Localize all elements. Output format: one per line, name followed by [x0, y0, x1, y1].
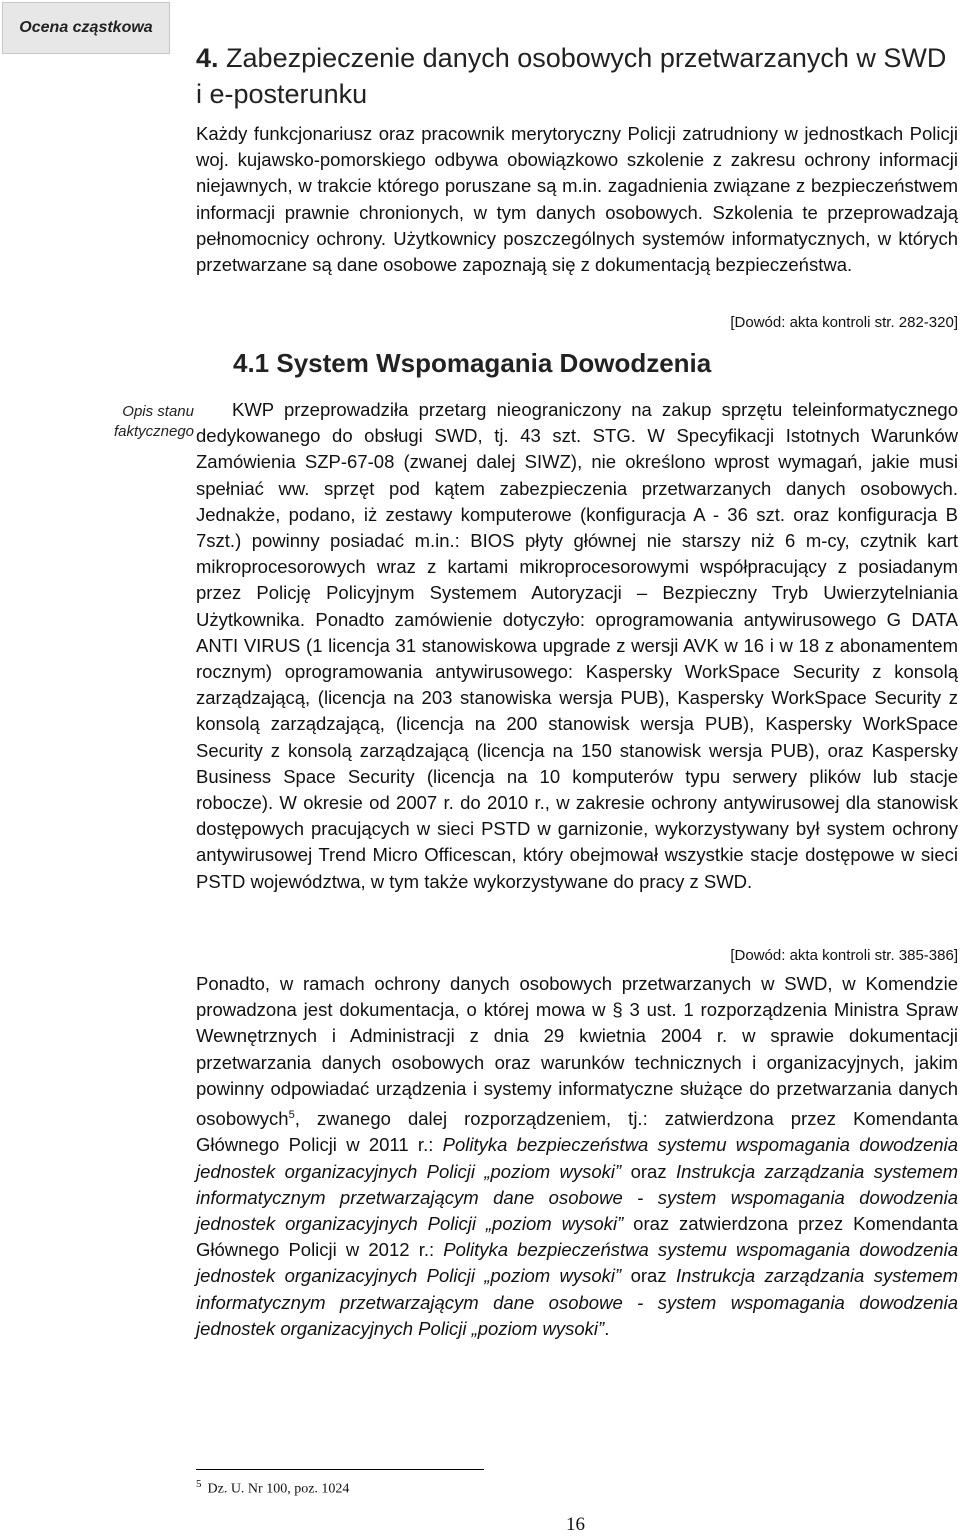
- margin-label-line2: faktycznego: [113, 423, 194, 440]
- evidence-reference-2: [Dowód: akta kontroli str. 385-386]: [730, 947, 958, 964]
- paragraph-training: Każdy funkcjonariusz oraz pracownik merytoryczny Policji zatrudniony w jednostkach Policji woj. kujawsko-pomorskiego odbywa obowiązkowo szkolenie z zakresu ochrony informacji niejawnych, w trakcie którego poruszane są m.in. zagadnienia związane z bezpieczeństwem informacji prawnie chronionych, w tym danych osobowych. Szkolenia te przeprowadzają pełnomocnicy ochrony. Użytkownicy poszczególnych systemów informatycznych, w których przetwarzane są dane osobowe zapoznają się z dokumentacją bezpieczeństwa.: [196, 123, 958, 276]
- paragraph-swd-procurement: [196, 397, 958, 895]
- evidence-reference-1: [Dowód: akta kontroli str. 282-320]: [730, 314, 958, 331]
- doc-policy-2011: Polityka bezpieczeństwa systemu wspomagania dowodzenia jednostek organizacyjnych Policji „poziom wysoki”: [196, 1134, 958, 1182]
- footnote-divider: [196, 1469, 484, 1470]
- margin-label: [102, 402, 194, 442]
- doc-text-b: , zwanego dalej rozporządzeniem, tj.: zatwierdzona przez Komendanta Głównego Policji w 2011 r.:: [196, 1108, 958, 1156]
- doc-instruction-2012: Instrukcja zarządzania systemem informatycznym przetwarzającym dane osobowe - system wspomagania dowodzenia jednostek organizacyjnych Policji „poziom wysoki”: [196, 1265, 958, 1339]
- footnote-text: Dz. U. Nr 100, poz. 1024: [207, 1481, 350, 1497]
- doc-text-a: Ponadto, w ramach ochrony danych osobowych przetwarzanych w SWD, w Komendzie prowadzona jest dokumentacja, o której mowa w § 3 ust. 1 rozporządzenia Ministra Spraw Wewnętrznych i Administracji z dnia 29 kwietnia 2004 r. w sprawie dokumentacji przetwarzania danych osobowych oraz warunków technicznych i organizacyjnych, jakim powinny odpowiadać urządzenia i systemy informatyczne służące do przetwarzania danych osobowych: [196, 973, 958, 1130]
- section-heading: [196, 40, 958, 112]
- assessment-tab-label: Ocena cząstkowa: [19, 19, 153, 36]
- paragraph-documentation: [196, 971, 958, 1342]
- doc-text-d: oraz: [621, 1160, 676, 1182]
- subsection-heading: 4.1 System Wspomagania Dowodzenia: [233, 348, 712, 378]
- doc-policy-2012: Polityka bezpieczeństwa systemu wspomagania dowodzenia jednostek organizacyjnych Policji „poziom wysoki”: [196, 1239, 958, 1287]
- doc-instruction-2011: Instrukcja zarządzania systemem informatycznym przetwarzającym dane osobowe - system wspomagania dowodzenia jednostek organizacyjnych Policji „poziom wysoki”: [196, 1160, 958, 1234]
- assessment-tab[interactable]: [2, 2, 170, 54]
- margin-label-line1: Opis stanu: [122, 403, 194, 420]
- footnote-number: 5: [196, 1478, 202, 1490]
- page-number: 16: [566, 1514, 585, 1535]
- doc-text-f: oraz zatwierdzona przez Komendanta Głównego Policji w 2012 r.:: [196, 1212, 958, 1261]
- section-number: 4.: [196, 43, 219, 73]
- doc-text-j: .: [604, 1317, 610, 1339]
- section-title: Zabezpieczenie danych osobowych przetwarzanych w SWD i e-posterunku: [196, 43, 947, 109]
- doc-text-h: oraz: [621, 1265, 676, 1287]
- footnote: [196, 1478, 349, 1498]
- paragraph-swd-procurement-text: KWP przeprowadziła przetarg nieograniczony na zakup sprzętu teleinformatycznego dedykowanego do obsługi SWD, tj. 43 szt. STG. W Specyfikacji Istotnych Warunków Zamówienia SZP-67-08 (zwanej dalej SIWZ), nie określono wprost wymagań, jakie musi spełniać ww. sprzęt pod kątem zabezpieczenia przetwarzanych danych osobowych. Jednakże, podano, iż zestawy komputerowe (konfiguracja A - 36 szt. oraz konfiguracja B 7szt.) powinny posiadać m.in.: BIOS płyty głównej nie starszy niż 6 m-cy, czytnik kart mikroprocesorowych wraz z kartami mikroprocesorowymi współpracujący z posiadanym przez Policję Policyjnym Systemem Autoryzacji – Bezpieczny Tryb Uwierzytelniania Użytkownika. Ponadto zamówienie dotyczyło: oprogramowania antywirusowego G DATA ANTI VIRUS (1 licencja 31 stanowiskowa upgrade z wersji AVK w 16 i w 18 z abonamentem rocznym) oprogramowania antywirusowego: Kaspersky WorkSpace Security z konsolą zarządzającą, (licencja na 203 stanowiska wersja PUB), Kaspersky WorkSpace Security z konsolą zarządzającą, (licencja na 200 stanowisk wersja PUB), Kaspersky WorkSpace Security z konsolą zarządzającą (licencja na 150 stanowisk wersja PUB), oraz Kaspersky Business Space Security (licencja na 10 komputerów typu serwery plików lub stacje robocze). W okresie od 2007 r. do 2010 r., w zakresie ochrony antywirusowej dla stanowisk dostępowych pracujących w sieci PSTD w garnizonie, wykorzystywany był system ochrony antywirusowej Trend Micro Officescan, który obejmował wszystkie stacje dostępowe w sieci PSTD województwa, w tym także wykorzystywane do pracy z SWD.: [196, 399, 958, 892]
- footnote-marker: 5: [288, 1109, 295, 1122]
